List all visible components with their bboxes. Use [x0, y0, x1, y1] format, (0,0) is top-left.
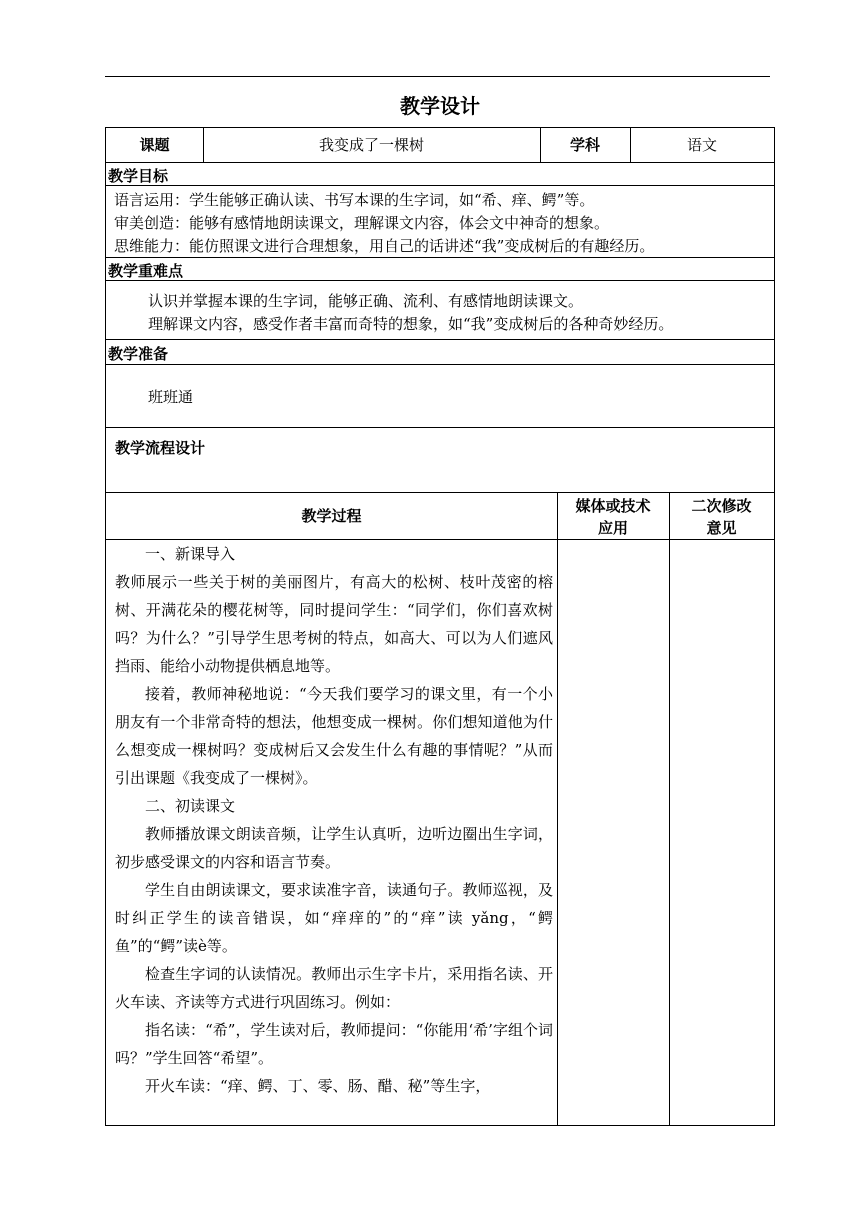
process-content — [115, 540, 553, 1100]
process-paragraph: 教师播放课文朗读音频，让学生认真听，边听边圈出生字词，初步感受课文的内容和语言节奏。 — [115, 825, 553, 871]
divider — [106, 280, 774, 281]
divider — [106, 185, 774, 186]
divider — [106, 427, 774, 428]
preparation-heading: 教学准备 — [108, 345, 169, 363]
goals-heading: 教学目标 — [108, 167, 169, 185]
divider — [106, 162, 774, 163]
divider — [106, 492, 774, 493]
flow-heading: 教学流程设计 — [115, 439, 206, 457]
top-rule — [105, 76, 770, 77]
process-paragraph: 教师展示一些关于树的美丽图片，有高大的松树、枝叶茂密的榕树、开满花朵的樱花树等，同时提问学生：“同学们，你们喜欢树吗？为什么？”引导学生思考树的特点，如高大、可以为人们遮风挡雨、能给小动物提供栖息地等。 — [115, 573, 553, 675]
process-paragraph: 指名读：“希”，学生读对后，教师提问：“你能用‘希’字组个词吗？”学生回答“希望”。 — [115, 1021, 553, 1067]
divider — [106, 339, 774, 340]
process-paragraph: 学生自由朗读课文，要求读准字音，读通句子。教师巡视，及时纠正学生的读音错误，如“痒痒的”的“痒”读 yǎng，“鳄鱼”的“鳄”读è等。 — [115, 881, 553, 955]
document-title: 教学设计 — [400, 94, 480, 118]
key-points-heading: 教学重难点 — [108, 262, 184, 280]
preparation-content: 班班通 — [148, 388, 194, 406]
subject-label: 学科 — [569, 136, 600, 154]
divider — [669, 492, 670, 1125]
process-column-header: 教学过程 — [301, 507, 362, 525]
lesson-plan-table — [105, 127, 775, 1126]
divider — [106, 257, 774, 258]
goal-line: 思维能力：能仿照课文进行合理想象，用自己的话讲述“我”变成树后的有趣经历。 — [114, 237, 655, 255]
process-paragraph: 二、初读课文 — [145, 797, 236, 815]
revision-column-header-line1: 二次修改 — [691, 497, 752, 515]
media-column-header-line1: 媒体或技术 — [575, 497, 651, 515]
process-paragraph: 开火车读：“痒、鳄、丁、零、肠、醋、秘”等生字， — [145, 1077, 491, 1095]
key-point-line: 认识并掌握本课的生字词，能够正确、流利、有感情地朗读课文。 — [148, 292, 584, 310]
goal-line: 审美创造：能够有感情地朗读课文，理解课文内容，体会文中神奇的想象。 — [114, 214, 610, 232]
key-point-line: 理解课文内容，感受作者丰富而奇特的想象，如“我”变成树后的各种奇妙经历。 — [148, 315, 674, 333]
process-paragraph: 一、新课导入 — [145, 545, 236, 563]
topic-label: 课题 — [139, 136, 170, 154]
topic-value: 我变成了一棵树 — [318, 136, 424, 154]
process-paragraph: 检查生字词的认读情况。教师出示生字卡片，采用指名读、开火车读、齐读等方式进行巩固练习。例如： — [115, 965, 553, 1011]
media-column-header-line2: 应用 — [597, 519, 628, 537]
divider — [557, 492, 558, 1125]
divider — [106, 364, 774, 365]
subject-value: 语文 — [686, 136, 717, 154]
goal-line: 语言运用：学生能够正确认读、书写本课的生字词，如“希、痒、鳄”等。 — [114, 191, 595, 209]
revision-column-header-line2: 意见 — [706, 519, 737, 537]
process-paragraph: 接着，教师神秘地说：“今天我们要学习的课文里，有一个小朋友有一个非常奇特的想法，他想变成一棵树。你们想知道他为什么想变成一棵树吗？变成树后又会发生什么有趣的事情呢？”从而引出课题《我变成了一棵树》。 — [115, 685, 553, 787]
